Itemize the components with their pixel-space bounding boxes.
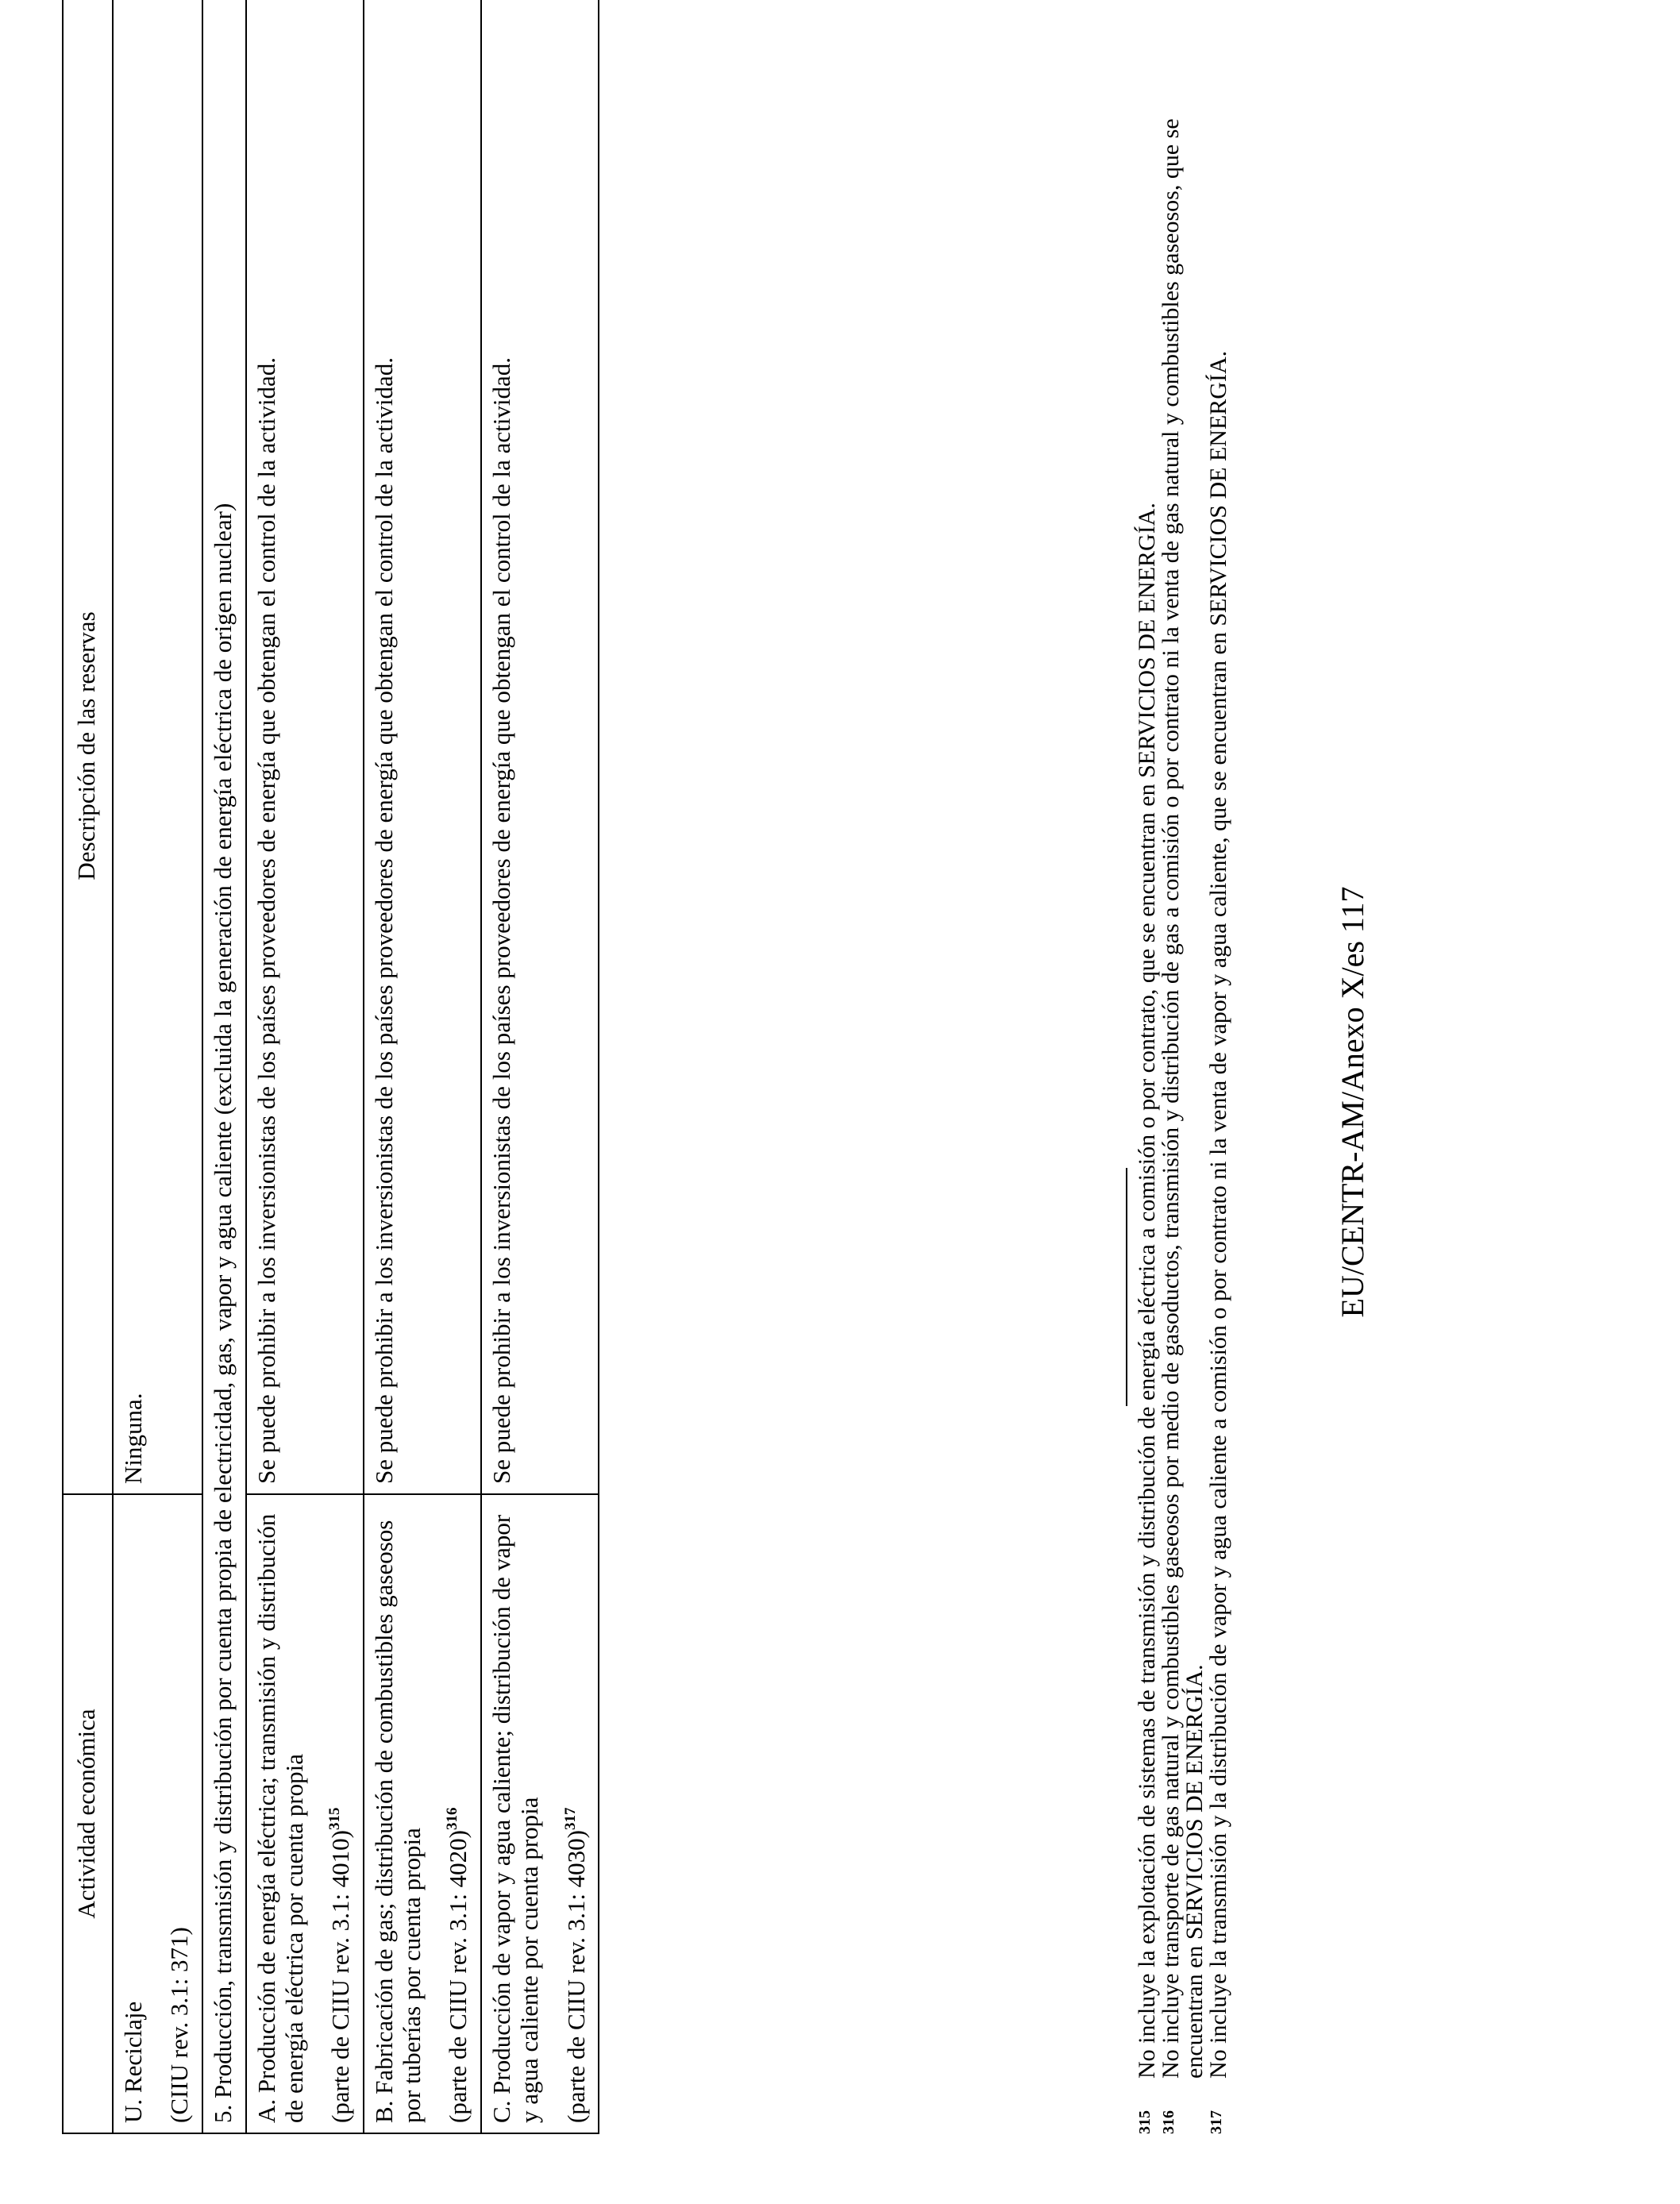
footnote-separator xyxy=(1126,1168,1127,1406)
footnote-text: No incluye la transmisión y la distribución de vapor y agua caliente a comisión o por contrato ni la venta de vapor y agua caliente, que se encuentran en SERVICIOS DE ENERGÍA. xyxy=(1205,350,1231,2079)
footnote-315 xyxy=(1135,70,1159,2134)
footnote-text: No incluye transporte de gas natural y combustibles gaseosos por medio de gasoductos, transmisión y distribución de gas a comisión o por contrato ni la venta de gas natural y combustibles gaseosos, que se encuentran en SERVICIOS DE ENERGÍA. xyxy=(1158,118,1208,2079)
footnote-ref: 317 xyxy=(561,1807,579,1830)
header-activity: Actividad económica xyxy=(63,1494,113,2133)
activity-cell xyxy=(246,1494,364,2133)
footnote-316 xyxy=(1159,70,1207,2134)
footnote-number: 315 xyxy=(1136,2110,1154,2134)
activity-cell xyxy=(481,1494,599,2133)
activity-code-line xyxy=(327,1505,355,2123)
description-cell: Se puede prohibir a los inversionistas de los países proveedores de energía que obtengan el control de la actividad. xyxy=(481,0,599,1494)
activity-code: (parte de CIIU rev. 3.1: 4030) xyxy=(561,1829,590,2123)
table-header-row xyxy=(63,0,113,2133)
description-cell: Se puede prohibir a los inversionistas de los países proveedores de energía que obtengan el control de la actividad. xyxy=(246,0,364,1494)
reservations-table xyxy=(62,0,599,2134)
activity-code-line xyxy=(563,1505,591,2123)
footnote-ref: 315 xyxy=(326,1807,344,1830)
section-header: 5. Producción, transmisión y distribución por cuenta propia de electricidad, gas, vapor y agua caliente (excluida la generación de energía eléctrica de origen nuclear) xyxy=(202,0,246,2133)
activity-title: C. Producción de vapor y agua caliente; distribución de vapor y agua caliente por cuenta propia xyxy=(487,1514,543,2123)
activity-code: (parte de CIIU rev. 3.1: 4020) xyxy=(444,1829,472,2123)
table-row-b xyxy=(364,0,481,2133)
footnote-317 xyxy=(1207,70,1231,2134)
activity-code: (parte de CIIU rev. 3.1: 4010) xyxy=(326,1829,355,2123)
table-row-c xyxy=(481,0,599,2133)
footnote-ref: 316 xyxy=(444,1807,461,1830)
header-description: Descripción de las reservas xyxy=(63,0,113,1494)
section-header-row xyxy=(202,0,246,2133)
activity-title: B. Fabricación de gas; distribución de combustibles gaseosos por tuberías por cuenta propia xyxy=(370,1520,426,2123)
page-footer: EU/CENTR-AM/Anexo X/es 117 xyxy=(1335,886,1370,1318)
activity-cell xyxy=(113,1494,202,2133)
footnote-number: 317 xyxy=(1208,2110,1225,2134)
activity-title: U. Reciclaje xyxy=(118,2001,147,2123)
footnotes xyxy=(1135,70,1231,2134)
footnote-number: 316 xyxy=(1160,2110,1177,2134)
description-cell: Ninguna. xyxy=(113,0,202,1494)
activity-cell xyxy=(364,1494,481,2133)
description-cell: Se puede prohibir a los inversionistas de los países proveedores de energía que obtengan el control de la actividad. xyxy=(364,0,481,1494)
table-row-a xyxy=(246,0,364,2133)
activity-code: (CIIU rev. 3.1: 371) xyxy=(165,1927,194,2123)
footnote-text: No incluye la explotación de sistemas de transmisión y distribución de energía eléctrica a comisión o por contrato, que se encuentran en SERVICIOS DE ENERGÍA. xyxy=(1134,503,1160,2079)
activity-code-line xyxy=(445,1505,472,2123)
table-row-reciclaje xyxy=(113,0,202,2133)
activity-title: A. Producción de energía eléctrica; transmisión y distribución de energía eléctrica por cuenta propia xyxy=(252,1513,308,2123)
